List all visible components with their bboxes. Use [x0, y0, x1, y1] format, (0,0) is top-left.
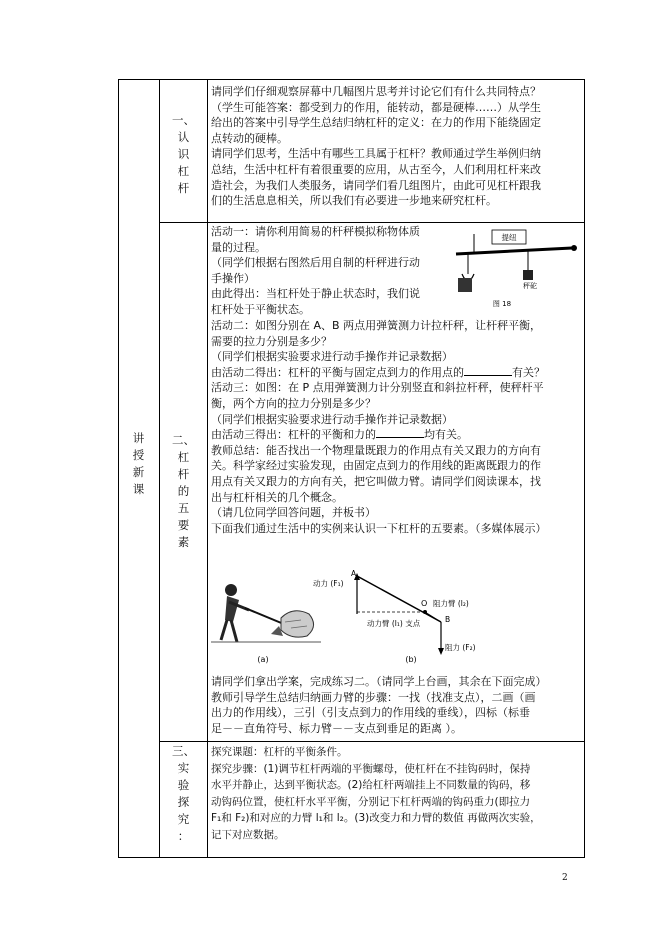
- section-2-body: [211, 318, 583, 536]
- section-2-tail: [211, 674, 583, 736]
- scale-label-top: 提纽: [501, 233, 517, 242]
- text-line: 活动三：如图：在 P 点用弹簧测力计分别竖直和斜拉杆秤，使秤杆平: [211, 381, 544, 395]
- text-line: 记下对应数据。: [211, 828, 285, 841]
- text-line: 由此得出：当杠杆处于静止状态时，我们说: [211, 287, 420, 301]
- section-1-content: [211, 84, 583, 209]
- section-1-label: 一、 认 识 杠 杆: [172, 113, 195, 195]
- text-line: 衡，两个方向的拉力分别是多少？: [211, 396, 376, 410]
- text-line: 出与杠杆相关的几个概念。: [211, 490, 343, 504]
- text-line: 活动二：如图分别在 A、B 两点用弹簧测力计拉杆秤，让杆秤平衡，: [211, 319, 542, 332]
- text-line: 教师引导学生总结归纳画力臂的步骤：一找（找准支点），二画（画: [211, 690, 536, 704]
- text-line: F₁和 F₂)和对应的力臂 l₁和 l₂。(3)改变力和力臂的数值 再做两次实验，: [211, 812, 541, 824]
- text-line-with-blank: 由活动三得出：杠杆的平衡和力的 均有关。: [211, 428, 468, 442]
- text-line: （同学们根据实验要求进行动手操作并记录数据）: [211, 412, 453, 426]
- text-line: 总结，生活中杠杆有着很重要的应用，从古至今，人们利用杠杆来改: [211, 162, 541, 176]
- scale-caption: 图 18: [492, 300, 512, 308]
- text-line-with-blank: 由活动二得出：杠杆的平衡与固定点到力的作用点的 有关？: [211, 365, 545, 379]
- label-point-a: A: [351, 570, 357, 578]
- text-line: 水平并静止，达到平衡状态。(2)给杠杆两端挂上不同数量的钩码，移: [211, 779, 531, 791]
- text-line: （请几位同学回答问题，并板书）: [211, 506, 376, 520]
- figure-a-label: (a): [257, 655, 269, 664]
- section-2-label: 二、 杠 杆 的 五 要 素: [172, 433, 195, 549]
- text-line: 足－－直角符号、标力臂－－支点到垂足的距离 ）。: [211, 721, 462, 735]
- text-line: 需要的拉力分别是多少？: [211, 334, 332, 348]
- text-line: 请同学们仔细观察屏幕中几幅图片思考并讨论它们有什么共同特点？: [211, 85, 541, 98]
- label-point-b: B: [445, 615, 451, 624]
- text-line: 活动一：请你利用简易的杆秤模拟称物体质: [211, 225, 420, 238]
- text-line: 点转动的硬棒。: [211, 131, 288, 145]
- steelyard-figure: [450, 226, 580, 314]
- text-line: 出力的作用线），三引（引支点到力的作用线的垂线），四标（标垂: [211, 706, 530, 720]
- text-line: 手操作）: [211, 271, 255, 285]
- section-2-intro: [211, 224, 451, 318]
- lever-figures: [211, 570, 583, 668]
- text-line: 造社会，为我们人类服务，请同学们看几组图片，由此可见杠杆跟我: [211, 178, 541, 192]
- text-line: 给出的答案中引导学生总结归纳杠杆的定义：在力的作用下能绕固定: [211, 116, 541, 130]
- figure-b-lever-diagram: [354, 573, 444, 655]
- text-line: 动钩码位置，使杠杆水平平衡，分别记下杠杆两端的钩码重力(即拉力: [211, 795, 531, 808]
- fill-blank[interactable]: [464, 365, 512, 376]
- text-line: 请同学们拿出学案，完成练习二。（请同学上台画，其余在下面完成）: [211, 675, 547, 688]
- text-line: 探究步骤：(1)调节杠杆两端的平衡螺母，使杠杆在不挂钩码时，保持: [211, 762, 531, 775]
- counterweight: [523, 270, 533, 280]
- text-line: （学生可能答案：都受到力的作用，能转动，都是硬棒……）从学生: [211, 100, 541, 114]
- text-line: （同学们根据实验要求进行动手操作并记录数据）: [211, 350, 453, 364]
- figure-a-person-lever: [211, 584, 321, 642]
- text-line: 下面我们通过生活中的实例来认识一下杠杆的五要素。（多媒体展示）: [211, 521, 547, 535]
- scale-label-weight: 秤砣: [523, 282, 537, 290]
- text-line: 量的过程。: [211, 240, 266, 254]
- text-line: （同学们根据右图然后用自制的杆秤进行动: [211, 256, 420, 270]
- text-line: 请同学们思考，生活中有哪些工具属于杠杆？教师通过学生举例归纳: [211, 147, 541, 161]
- scale-beam: [456, 248, 572, 254]
- row-divider-1: [159, 222, 585, 223]
- text-line: 关。科学家经过实验发现，由固定点到力的作用线的距离既跟力的作: [211, 459, 541, 473]
- text-line: 教师总结：能否找出一个物理量既跟力的作用点有关又跟力的方向有: [211, 443, 541, 457]
- left-label: 讲 授 新 课: [132, 431, 145, 496]
- text-line: 用点有关又跟力的方向有关，把它叫做力臂。请同学们阅读课本，找: [211, 474, 541, 488]
- section-3-content: [211, 744, 583, 843]
- fill-blank[interactable]: [376, 427, 424, 438]
- label-l2: 阻力臂 (l₂): [433, 599, 469, 608]
- label-f1: 动力 (F₁): [313, 579, 344, 588]
- beam-end: [571, 245, 577, 251]
- section-3-label: 三、 实 验 探 究 ：: [172, 744, 195, 843]
- page-number: 2: [562, 873, 568, 883]
- text-line: 们的生活息息相关，所以我们有必要进一步地来研究杠杆。: [211, 194, 497, 208]
- label-f2: 阻力 (F₂): [445, 643, 476, 652]
- text-line: 杠杆处于平衡状态。: [211, 302, 310, 316]
- label-l1: 动力臂 (l₁) 支点: [367, 619, 421, 628]
- row-divider-2: [159, 741, 585, 742]
- object-weight: [458, 278, 472, 292]
- figure-b-label: (b): [405, 655, 417, 664]
- label-o: O: [421, 599, 428, 608]
- text-line: 探究课题：杠杆的平衡条件。: [211, 746, 348, 758]
